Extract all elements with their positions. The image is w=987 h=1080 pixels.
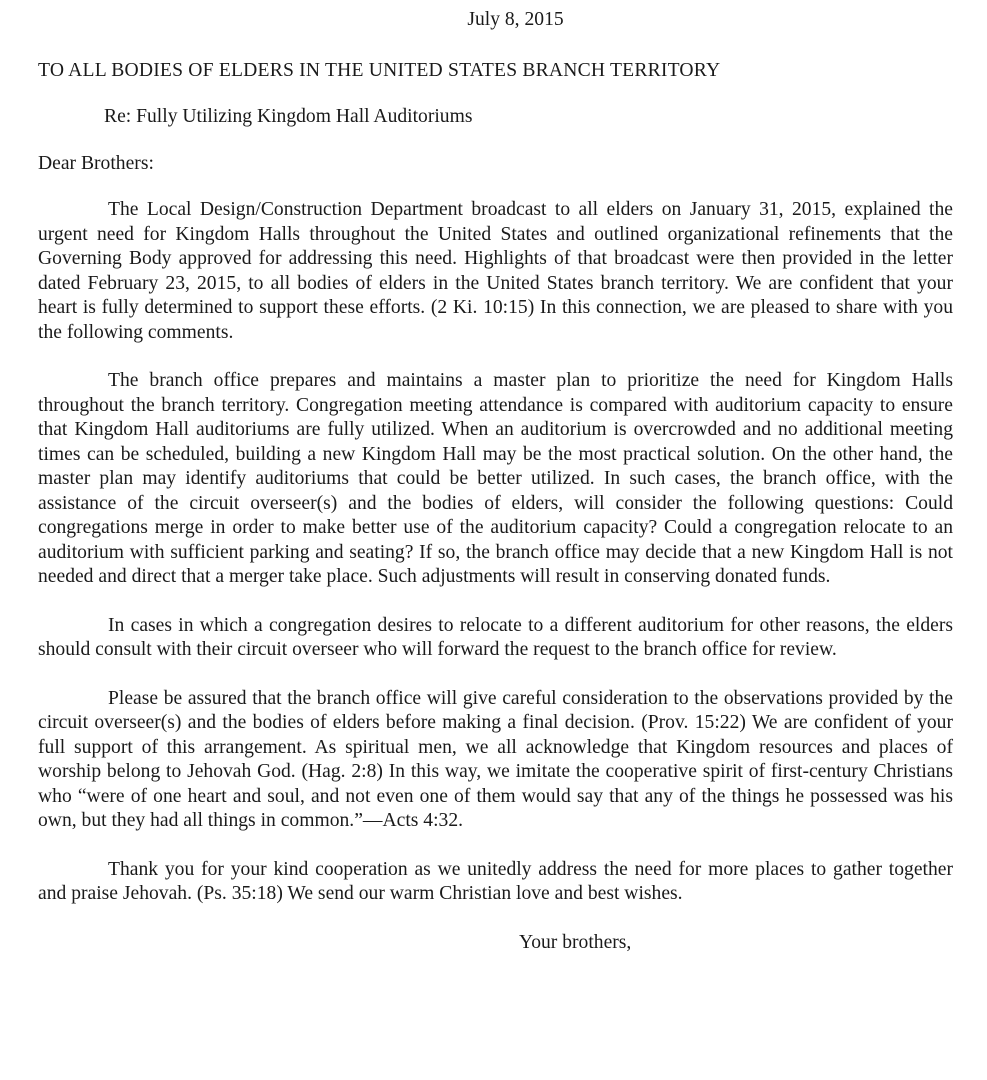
letter-paragraph-4: Please be assured that the branch office will give careful consideration to the observations provided by the circuit overseer(s) and the bodies of elders before making a final decision. (Prov. 15:22) We are confident of your full support of this arrangement. As spiritual men, we all acknowledge that Kingdom resources and places of worship belong to Jehovah God. (Hag. 2:8) In this way, we imitate the cooperative spirit of first-century Christians who “were of one heart and soul, and not even one of them would say that any of the things he possessed was his own, but they had all things in common.”—Acts 4:32. [38,687,953,831]
letter-paragraph-5: Thank you for your kind cooperation as we unitedly address the need for more places to gather together and praise Jehovah. (Ps. 35:18) We send our warm Christian love and best wishes. [38,858,953,904]
letter-closing: Your brothers, [519,931,632,953]
letter-paragraph-3: In cases in which a congregation desires to relocate to a different auditorium for other reasons, the elders should consult with their circuit overseer who will forward the request to the branch office for review. [38,614,953,660]
letter-date: July 8, 2015 [467,9,564,30]
letter-addressee: TO ALL BODIES OF ELDERS IN THE UNITED STATES BRANCH TERRITORY [38,59,721,81]
letter-salutation: Dear Brothers: [38,152,154,174]
letter-paragraph-2: The branch office prepares and maintains a master plan to prioritize the need for Kingdom Halls throughout the branch territory. Congregation meeting attendance is compared with auditorium capacity to ensure that Kingdom Hall auditoriums are fully utilized. When an auditorium is overcrowded and no additional meeting times can be scheduled, building a new Kingdom Hall may be the most practical solution. On the other hand, the master plan may identify auditoriums that could be better utilized. In such cases, the branch office, with the assistance of the circuit overseer(s) and the bodies of elders, will consider the following questions: Could congregations merge in order to make better use of the auditorium capacity? Could a congregation relocate to an auditorium with sufficient parking and seating? If so, the branch office may decide that a new Kingdom Hall is not needed and direct that a merger take place. Such adjustments will result in conserving donated funds. [38,370,953,587]
letter-paragraph-1: The Local Design/Construction Department broadcast to all elders on January 31, 2015, explained the urgent need for Kingdom Halls throughout the United States and outlined organizational refinements that the Governing Body approved for addressing this need. Highlights of that broadcast were then provided in the letter dated February 23, 2015, to all bodies of elders in the United States branch territory. We are confident that your heart is fully determined to support these efforts. (2 Ki. 10:15) In this connection, we are pleased to share with you the following comments. [38,199,953,343]
letter-page [38,8,953,955]
letter-subject: Re: Fully Utilizing Kingdom Hall Auditoriums [104,106,473,127]
